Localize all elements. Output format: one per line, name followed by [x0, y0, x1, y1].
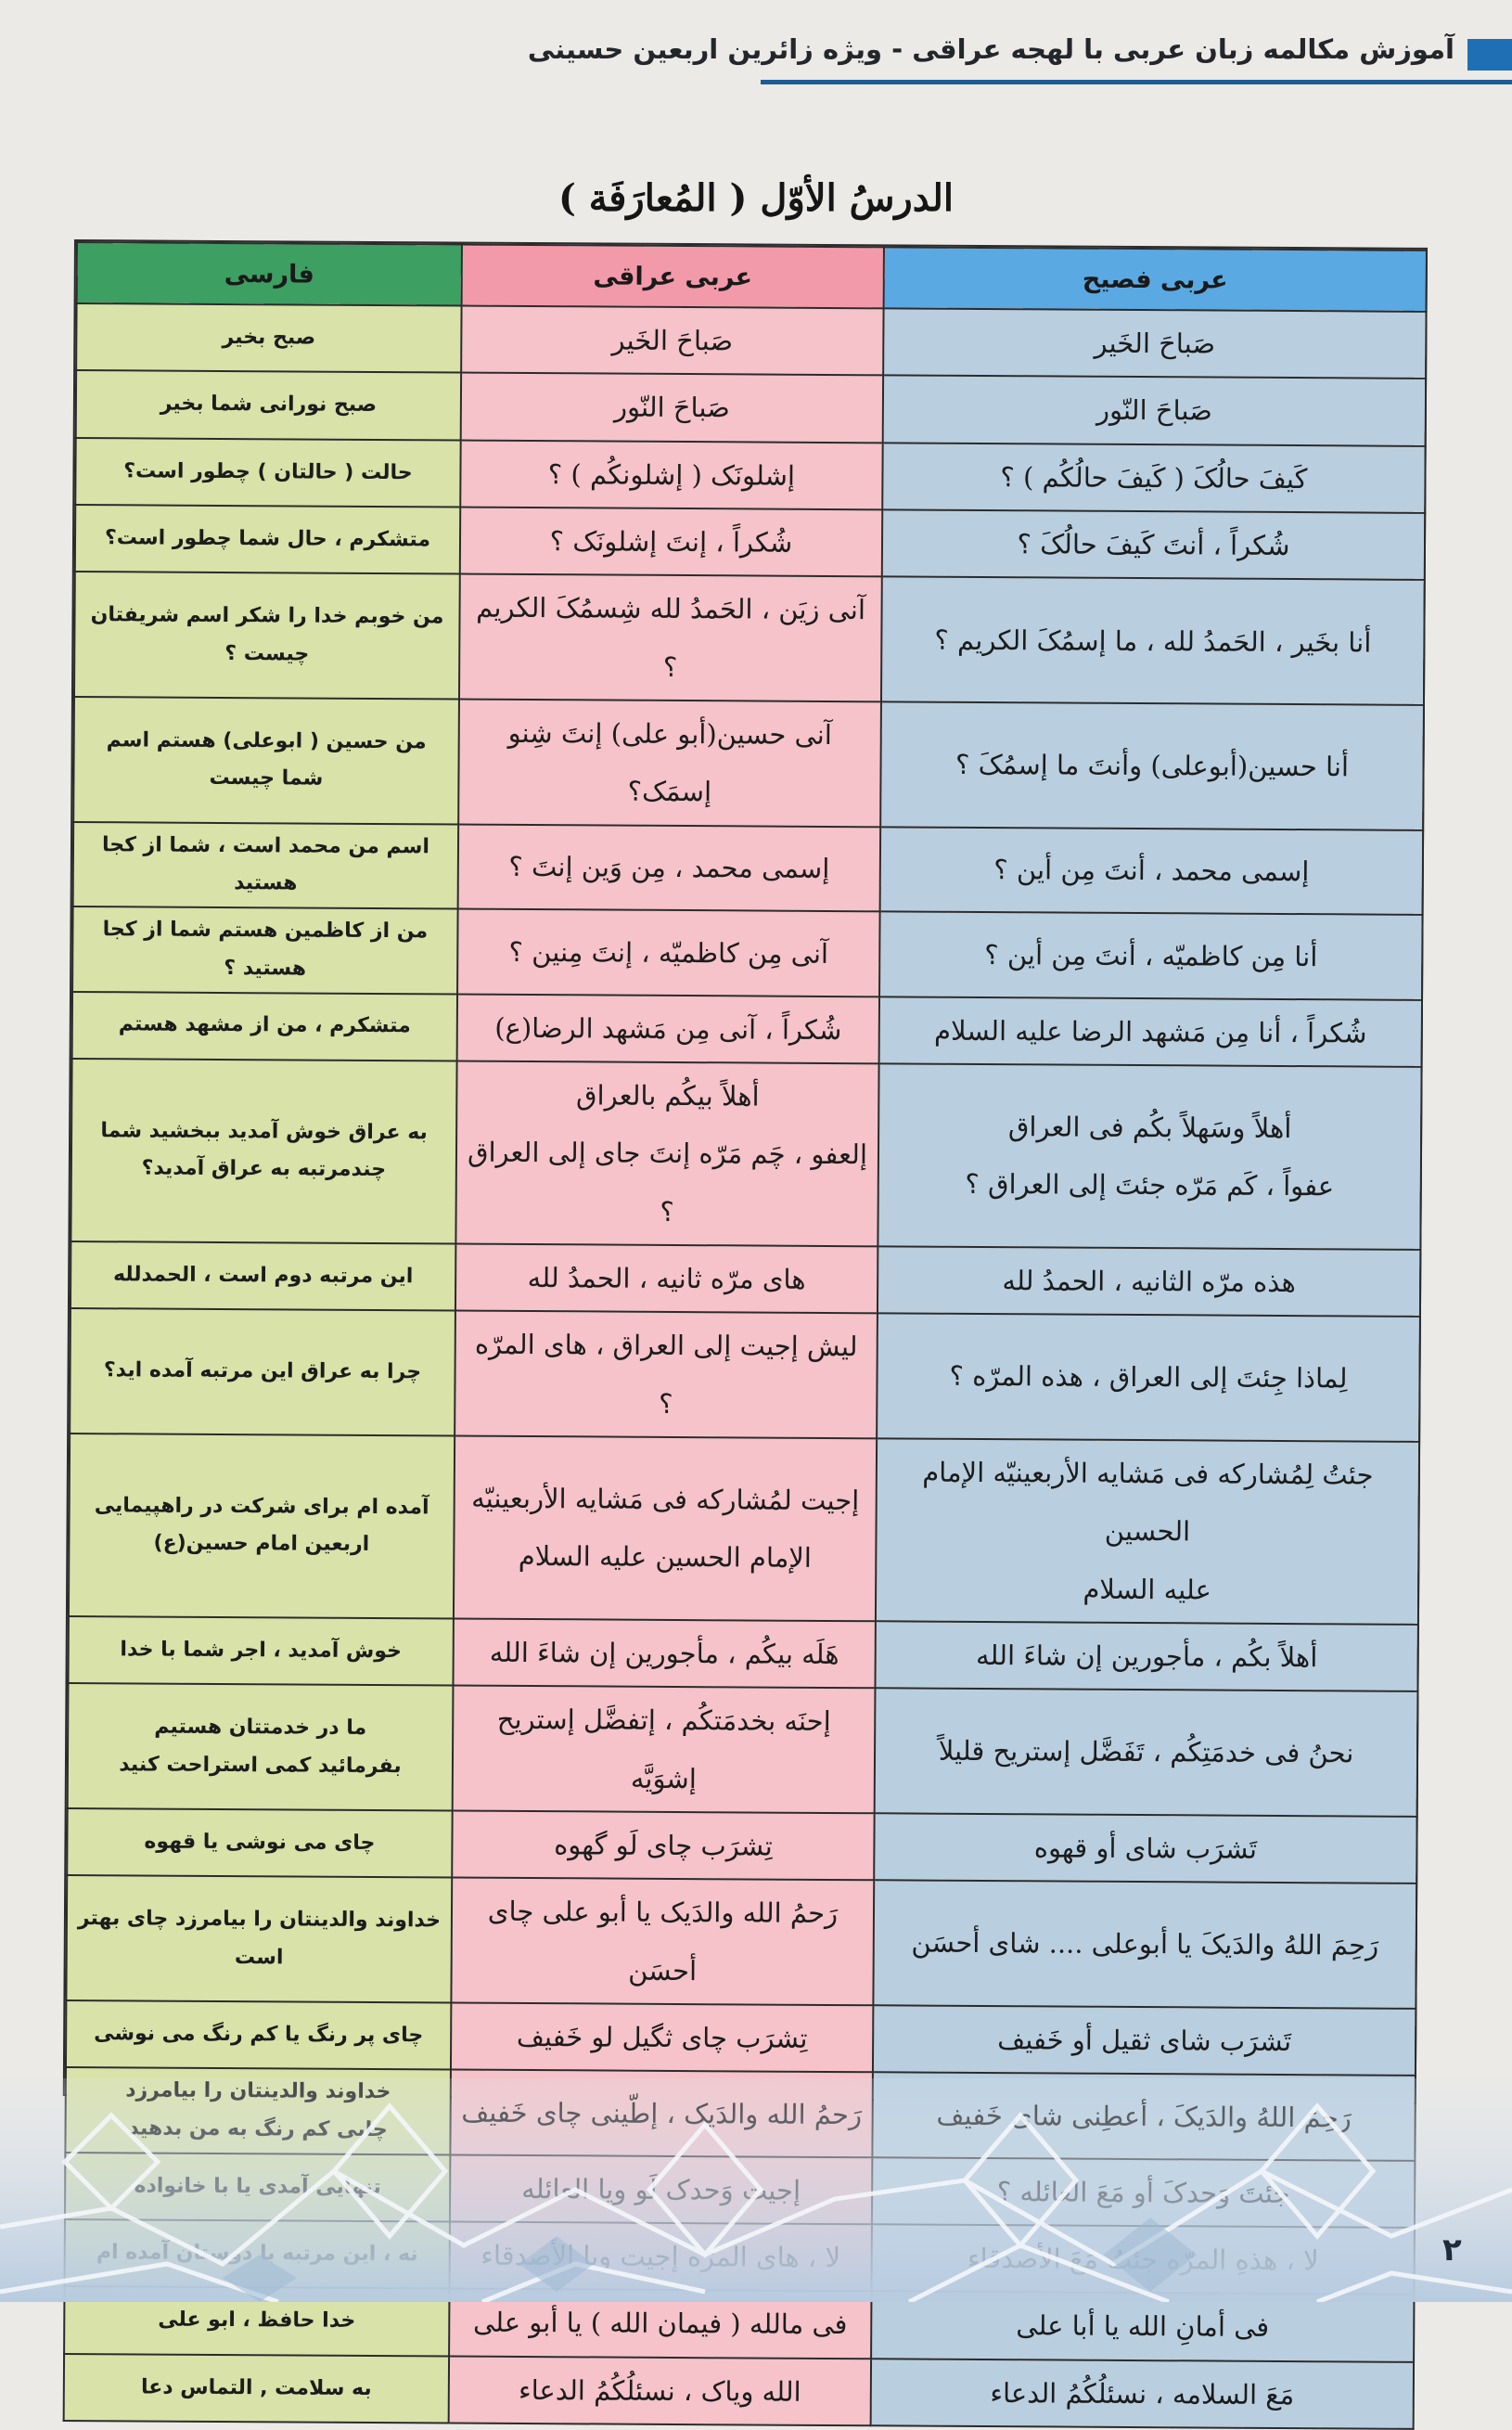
cell-iraqi: صَباحَ الخَیر [461, 306, 883, 376]
cell-fasih: فی أمانِ الله یا أبا علی [871, 2292, 1414, 2362]
table-row [69, 1434, 1419, 1625]
cell-farsi: چای پر رنگ یا کم رنگ می نوشی [66, 2000, 451, 2070]
cell-farsi: متشکرم ، من از مشهد هستم [72, 992, 457, 1061]
page-number: ۲ [1442, 2231, 1462, 2269]
cell-fasih: أنا حسین(أبوعلی) وأنتَ ما إسمُکَ ؟ [880, 701, 1424, 829]
cell-farsi: متشکرم ، حال شما چطور است؟ [75, 505, 460, 574]
cell-fasih: کَیفَ حالُکَ ( کَیفَ حالُکُم ) ؟ [882, 443, 1425, 513]
table-row [66, 1875, 1416, 2009]
cell-iraqi: تِشرَب چای لَو گهوه [452, 1810, 874, 1880]
cell-iraqi: شُکراً ، إنتَ إشلونَک ؟ [460, 508, 882, 577]
cell-farsi: به عراق خوش آمدید ببخشید شما چندمرتبه به عراق آمدید؟ [70, 1059, 456, 1244]
cell-fasih: صَباحَ الخَیر [883, 308, 1426, 379]
cell-farsi: آمده ام برای شرکت در راهپیمایی اربعین امام حسین(ع) [69, 1434, 455, 1619]
cell-fasih: أهلاً وسَهلاً بکُم فی العراق عفواً ، کَم مَرّه جئتَ إلی العراق ؟ [878, 1063, 1421, 1250]
table-row [72, 906, 1423, 999]
cell-farsi: من حسین ( ابوعلی) هستم اسم شما چیست [73, 697, 459, 824]
table-row [70, 1059, 1421, 1250]
table-header-row [77, 242, 1427, 312]
cell-fasih: تَشرَب شای ثقیل أو خَفیف [873, 2005, 1416, 2076]
cell-farsi: حالت ( حالتان ) چطور است؟ [75, 438, 460, 508]
lesson-title: الدرسُ الأوّل ( المُعارَفَة ) [557, 176, 955, 220]
cell-farsi: صبح بخیر [76, 303, 461, 373]
cell-fasih: شُکراً ، أنا مِن مَشهد الرضا علیه السلام [879, 996, 1422, 1067]
table-row [72, 992, 1422, 1067]
cell-iraqi: تِشرَب چای ثگیل لو خَفیف [451, 2003, 873, 2073]
table-row [68, 1616, 1417, 1691]
cell-iraqi: شُکراً ، آنی مِن مَشهد الرضا(ع) [457, 994, 879, 1063]
table-row [70, 1308, 1420, 1442]
table-row [75, 505, 1425, 580]
cell-iraqi: آنی زیَن ، الحَمدُ لله شِسمُکَ الکریم ؟ [459, 574, 882, 701]
cell-iraqi: آنی حسین(أبو علی) إنتَ شِنو إسمَک؟ [458, 700, 881, 827]
table-row [66, 2000, 1416, 2076]
page-header [527, 28, 1512, 85]
table-row [76, 370, 1426, 445]
table-row [67, 1808, 1416, 1884]
cell-fasih: إسمی محمد ، أنتَ مِن أین ؟ [880, 827, 1424, 915]
header-fasih: عربی فصیح [884, 247, 1427, 312]
table-row [70, 1241, 1420, 1317]
cell-farsi: اسم من محمد است ، شما از کجا هستید [73, 822, 459, 909]
cell-farsi: چرا به عراق این مرتبه آمده اید؟ [70, 1308, 455, 1435]
cell-iraqi: هَلَه بیکُم ، مأجورین إن شاءَ الله [453, 1618, 875, 1688]
cell-farsi: من از کاظمین هستم شما از کجا هستید ؟ [72, 906, 458, 994]
cell-iraqi: رَحمُ الله والدَیک یا أبو علی چای أحسَن [451, 1878, 874, 2005]
cell-farsi: این مرتبه دوم است ، الحمدلله [70, 1241, 455, 1311]
cell-farsi: خداوند والدینتان را بیامرزد چای بهتر است [66, 1875, 452, 2002]
header-rule [761, 80, 1512, 84]
cell-iraqi: إشلونَک ( إشلونکُم ) ؟ [460, 440, 882, 509]
cell-iraqi: لیش إجیت إلی العراق ، های المرّه ؟ [455, 1311, 878, 1438]
cell-farsi: خوش آمدید ، اجر شما با خدا [68, 1616, 453, 1686]
cell-farsi: ما در خدمتتان هستیم بفرمائید کمی استراحت کنید [68, 1683, 454, 1810]
cell-fasih: تَشرَب شای أو قهوه [874, 1813, 1416, 1884]
cell-fasih: مَعَ السلامه ، نسئلُکُمُ الدعاء [871, 2359, 1414, 2429]
header-title: آموزش مکالمه زبان عربی با لهجه عراقی - ویژه زائرین اربعین حسینی [527, 33, 1454, 65]
cell-fasih: جئتُ لِمُشارکه فی مَشایه الأربعینیّه الإمام الحسین علیه السلام [876, 1438, 1419, 1625]
table-row [75, 438, 1425, 513]
cell-fasih: شُکراً ، أنتَ کَیفَ حالُکَ ؟ [882, 509, 1425, 580]
cell-farsi: خدا حافظ ، ابو علی [64, 2286, 449, 2356]
header-accent-bar [1467, 39, 1512, 71]
cell-farsi: من خوبم خدا را شکر اسم شریفتان چیست ؟ [74, 572, 460, 699]
table-row [76, 303, 1426, 379]
cell-fasih: أهلاً بکُم ، مأجورین إن شاءَ الله [875, 1621, 1417, 1691]
cell-farsi: صبح نورانی شما بخیر [76, 370, 461, 440]
cell-iraqi: صَباحَ النّور [461, 373, 883, 443]
table-row [73, 697, 1424, 830]
cell-farsi: به سلامت , التماس دعا [64, 2354, 449, 2424]
cell-fasih: أنا بخَیر ، الحَمدُ لله ، ما إسمُکَ الکریم ؟ [881, 577, 1425, 705]
header-farsi: فارسی [77, 242, 462, 306]
cell-iraqi: الله ویاک ، نسئلُکُمُ الدعاء [449, 2356, 871, 2425]
cell-iraqi: أهلاً بیکُم بالعراق إلعفو ، چَم مَرّه إنتَ جای إلی العراق ؟ [455, 1061, 878, 1246]
cell-fasih: أنا مِن کاظمیّه ، أنتَ مِن أین ؟ [879, 911, 1423, 999]
cell-iraqi: إسمی محمد ، مِن وَین إنتَ ؟ [458, 824, 881, 911]
cell-iraqi: إحنَه بخدمَتکُم ، إتفضَّل إستریح إشوَیَّه [453, 1686, 876, 1813]
cell-iraqi: آنی مِن کاظمیّه ، إنتَ مِنین ؟ [457, 909, 880, 996]
table-row [64, 2354, 1414, 2429]
cell-fasih: هذه مرّه الثانیه ، الحمدُ لله [878, 1246, 1420, 1317]
table-row [68, 1683, 1418, 1817]
cell-iraqi: های مرّه ثانیه ، الحمدُ لله [455, 1243, 878, 1313]
cell-iraqi: فی مالله ( فیمان الله ) یا أبو علی [449, 2289, 871, 2359]
decorative-pattern [0, 2078, 1512, 2302]
cell-iraqi: إجیت لمُشارکه فی مَشایه الأربعینیّه الإمام الحسین علیه السلام [454, 1435, 877, 1621]
header-iraqi: عربی عراقی [462, 245, 884, 309]
cell-fasih: رَحِمَ اللهُ والدَیکَ یا أبوعلی .... شای أحسَن [873, 1881, 1416, 2009]
cell-fasih: لِماذا جِئتَ إلی العراق ، هذه المرّه ؟ [877, 1314, 1420, 1442]
table-row [73, 822, 1424, 915]
cell-fasih: نحنُ فی خدمَتِکُم ، تَفَضَّل إستریح قلیلاً [875, 1689, 1418, 1817]
vocabulary-table [63, 239, 1428, 2411]
cell-fasih: صَباحَ النّور [883, 376, 1426, 446]
table-row [74, 572, 1425, 705]
cell-farsi: چای می نوشی یا قهوه [67, 1808, 452, 1878]
